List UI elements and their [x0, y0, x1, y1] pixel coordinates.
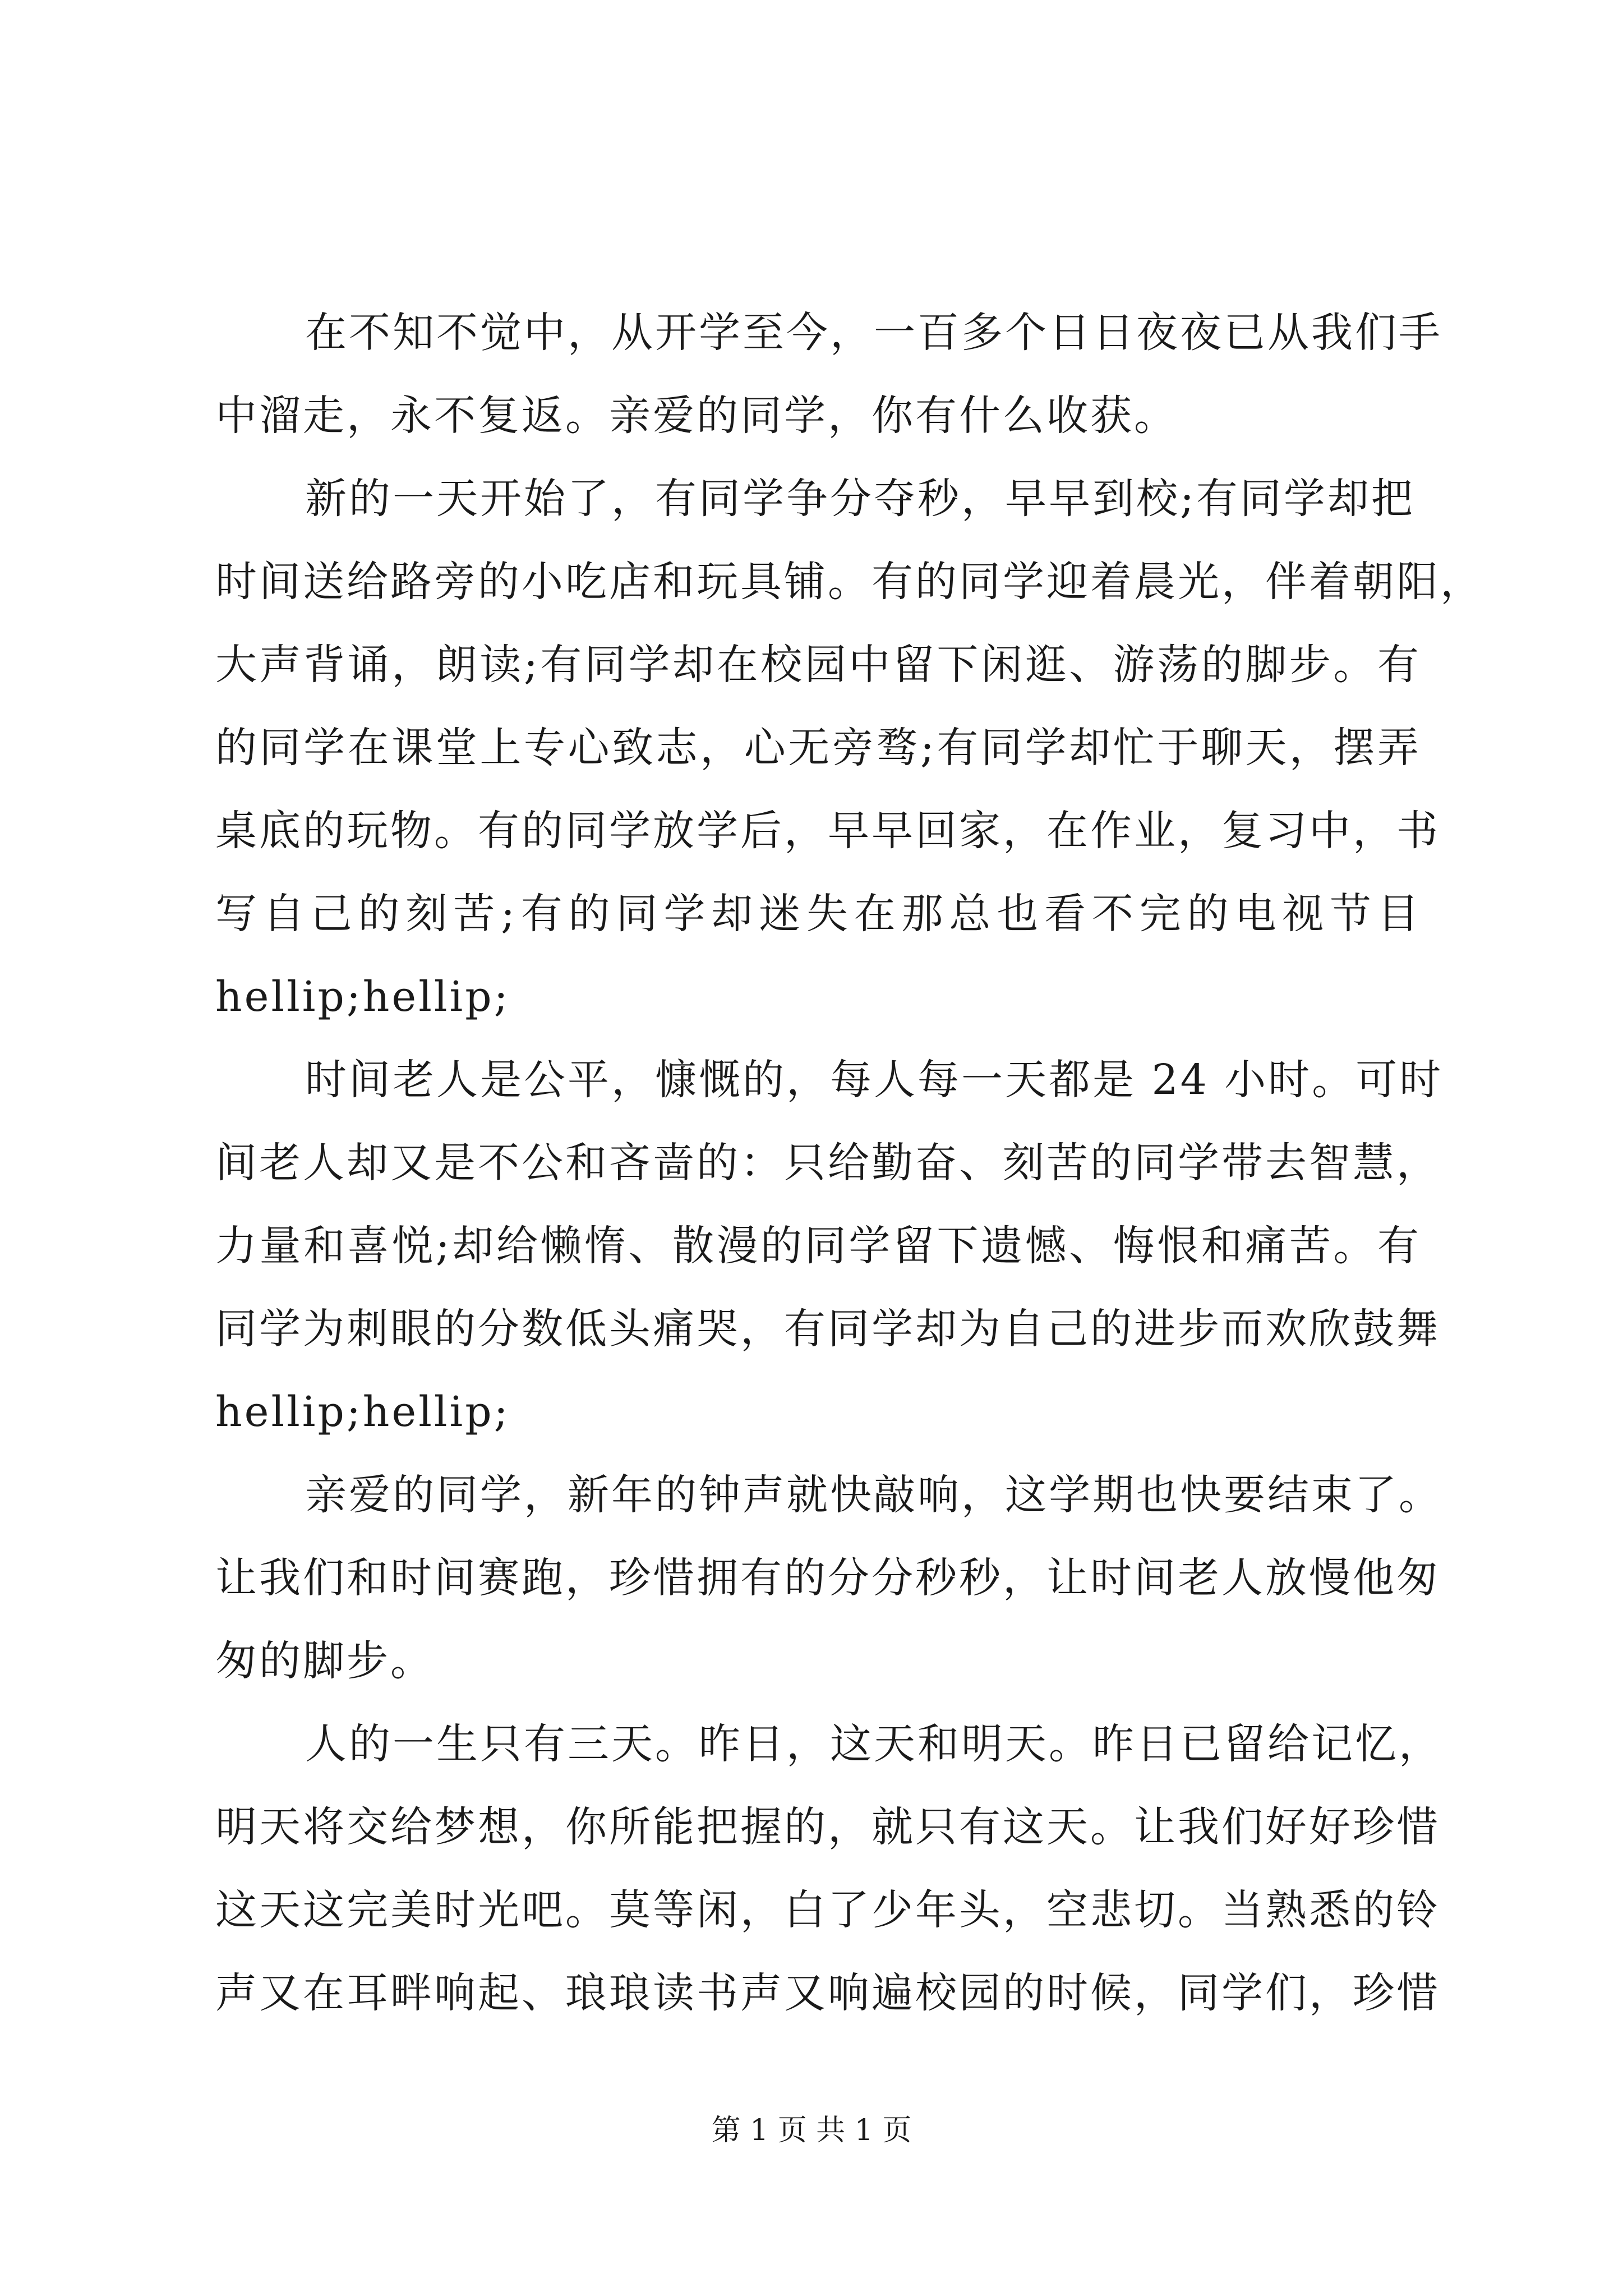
text-line: hellip;hellip;	[215, 973, 510, 1021]
text-line: 力量和喜悦;却给懒惰、散漫的同学留下遗憾、悔恨和痛苦。有	[215, 1222, 1421, 1270]
text-line: 写自己的刻苦;有的同学却迷失在那总也看不完的电视节目	[215, 890, 1421, 938]
text-line: 间老人却又是不公和吝啬的：只给勤奋、刻苦的同学带去智慧，	[215, 1139, 1440, 1187]
text-line: 的同学在课堂上专心致志，心无旁骛;有同学却忙于聊天，摆弄	[215, 724, 1421, 772]
text-line: 桌底的玩物。有的同学放学后，早早回家，在作业，复习中，书	[215, 807, 1440, 855]
page-footer: 第 1 页 共 1 页	[711, 2114, 912, 2147]
text-line: 时间老人是公平，慷慨的，每人每一天都是 24 小时。可时	[305, 1056, 1444, 1104]
text-line: 在不知不觉中，从开学至今，一百多个日日夜夜已从我们手	[305, 309, 1442, 357]
text-line: 中溜走，永不复返。亲爱的同学，你有什么收获。	[215, 392, 1178, 440]
text-line: 声又在耳畔响起、琅琅读书声又响遍校园的时候，同学们，珍惜	[215, 1969, 1440, 2017]
text-line: hellip;hellip;	[215, 1388, 510, 1436]
text-line: 亲爱的同学，新年的钟声就快敲响，这学期也快要结束了。	[305, 1471, 1442, 1519]
text-line: 这天这完美时光吧。莫等闲，白了少年头，空悲切。当熟悉的铃	[215, 1886, 1440, 1934]
text-line: 明天将交给梦想，你所能把握的，就只有这天。让我们好好珍惜	[215, 1803, 1440, 1851]
text-line: 大声背诵，朗读;有同学却在校园中留下闲逛、游荡的脚步。有	[215, 641, 1421, 689]
text-line: 让我们和时间赛跑，珍惜拥有的分分秒秒，让时间老人放慢他匆	[215, 1554, 1440, 1602]
text-line: 时间送给路旁的小吃店和玩具铺。有的同学迎着晨光，伴着朝阳，	[215, 558, 1484, 606]
text-line: 匆的脚步。	[215, 1637, 434, 1685]
text-line: 新的一天开始了，有同学争分夺秒，早早到校;有同学却把	[305, 475, 1415, 523]
text-line: 同学为刺眼的分数低头痛哭，有同学却为自己的进步而欢欣鼓舞	[215, 1305, 1440, 1353]
text-line: 人的一生只有三天。昨日，这天和明天。昨日已留给记忆，	[305, 1720, 1442, 1768]
